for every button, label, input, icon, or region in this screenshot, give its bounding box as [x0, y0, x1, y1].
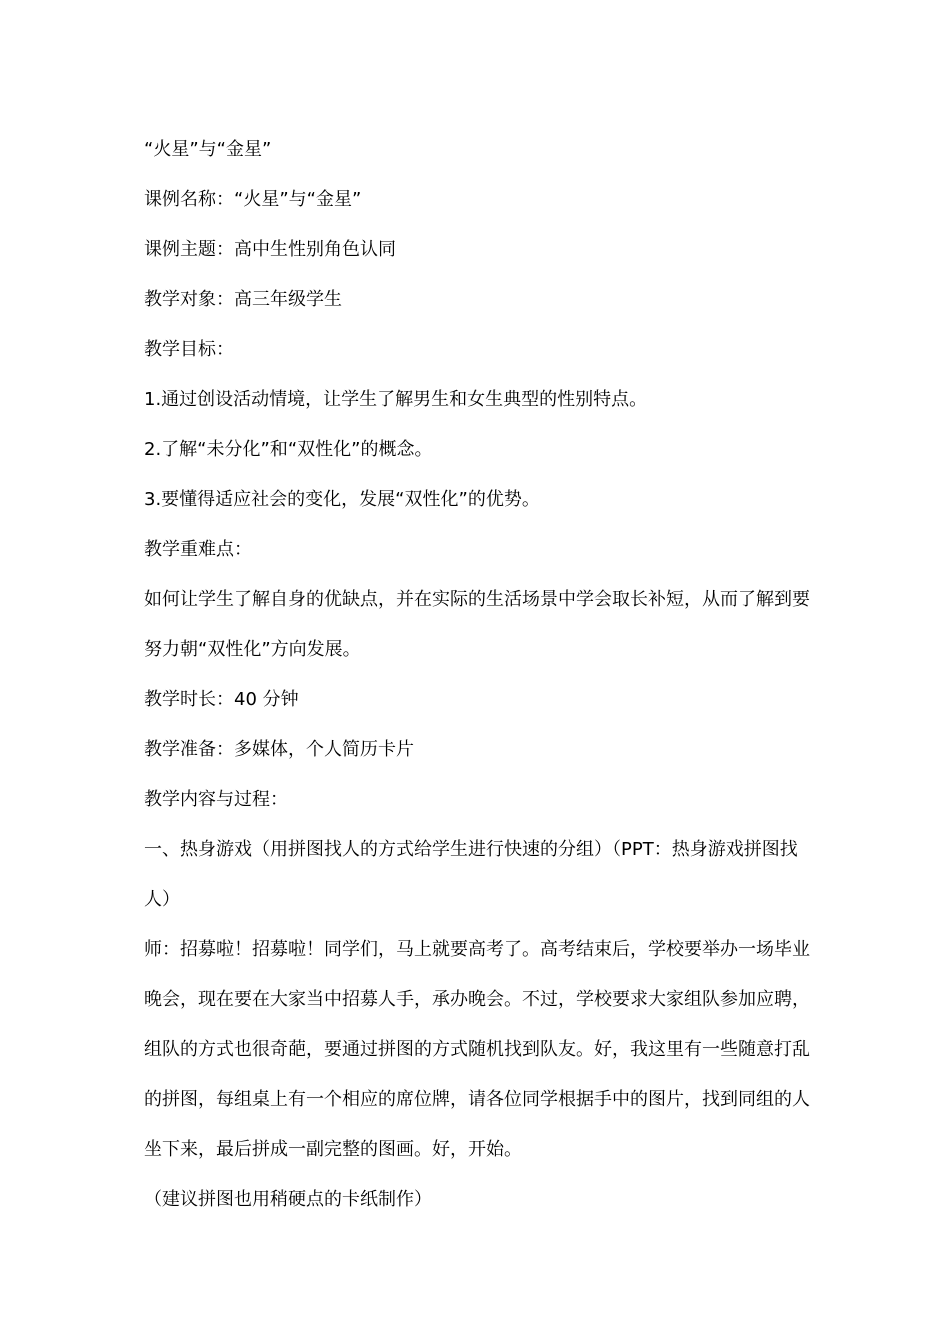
- lesson-name: 课例名称：“火星”与“金星”: [144, 189, 362, 210]
- document-title: “火星”与“金星”: [144, 139, 272, 160]
- teaching-preparation: 教学准备：多媒体，个人简历卡片: [144, 739, 414, 760]
- suggestion-note: （建议拼图也用稍硬点的卡纸制作）: [144, 1189, 432, 1210]
- objective-item: 1.通过创设活动情境，让学生了解男生和女生典型的性别特点。: [144, 389, 648, 410]
- key-points-heading: 教学重难点：: [144, 539, 252, 560]
- teaching-duration: 教学时长：40 分钟: [144, 689, 299, 710]
- key-points-body: 如何让学生了解自身的优缺点，并在实际的生活场景中学会取长补短，从而了解到要努力朝“双性化”方向发展。: [144, 589, 810, 660]
- teacher-speech: 师：招募啦！招募啦！同学们，马上就要高考了。高考结束后，学校要举办一场毕业晚会，现在要在大家当中招募人手，承办晚会。不过，学校要求大家组队参加应聘，组队的方式也很奇葩，要通过拼图的方式随机找到队友。好，我这里有一些随意打乱的拼图，每组桌上有一个相应的席位牌，请各位同学根据手中的图片，找到同组的人坐下来，最后拼成一副完整的图画。好，开始。: [144, 939, 810, 1160]
- objective-item: 2.了解“未分化”和“双性化”的概念。: [144, 439, 433, 460]
- teaching-audience: 教学对象：高三年级学生: [144, 289, 342, 310]
- lesson-theme: 课例主题：高中生性别角色认同: [144, 239, 396, 260]
- section-heading: 一、热身游戏（用拼图找人的方式给学生进行快速的分组）（PPT：热身游戏拼图找人）: [144, 839, 798, 910]
- objectives-heading: 教学目标：: [144, 339, 234, 360]
- process-heading: 教学内容与过程：: [144, 789, 288, 810]
- objective-item: 3.要懂得适应社会的变化，发展“双性化”的优势。: [144, 489, 540, 510]
- document-body: [144, 125, 812, 1225]
